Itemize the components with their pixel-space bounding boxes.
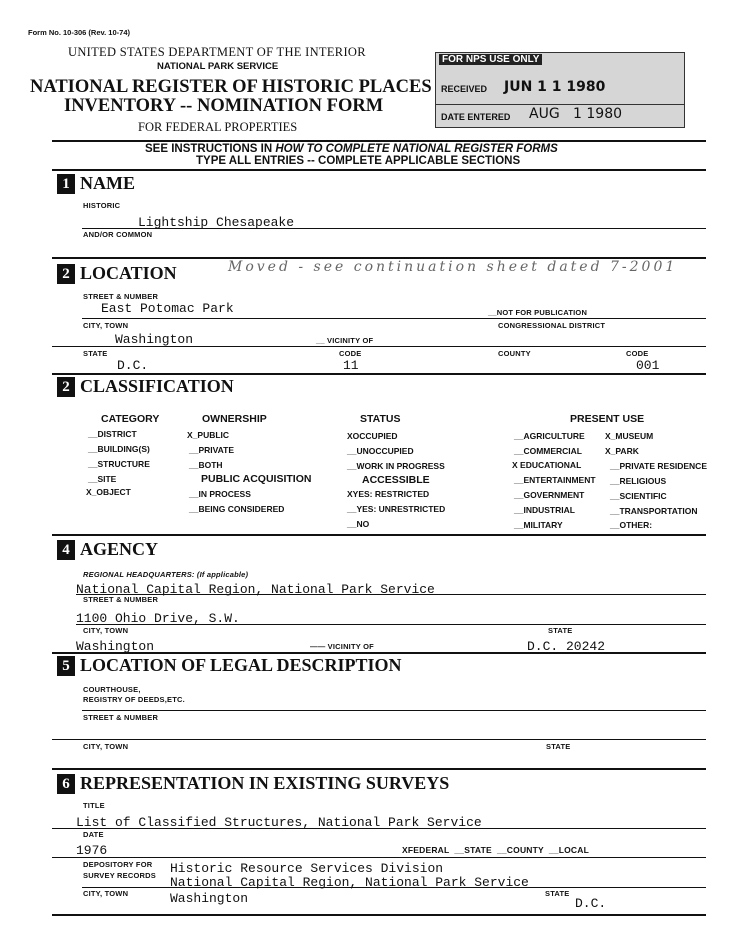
location-code2-label: CODE (626, 349, 649, 358)
use-government: __GOVERNMENT (514, 490, 585, 500)
instructions-prefix: SEE INSTRUCTIONS IN (145, 143, 276, 155)
legal-street-label: STREET & NUMBER (83, 713, 159, 722)
status-occupied: XOCCUPIED (347, 431, 398, 441)
status-unoccupied: __UNOCCUPIED (347, 446, 414, 456)
public-acquisition-heading: PUBLIC ACQUISITION (201, 473, 312, 485)
section-4-title: AGENCY (80, 539, 159, 559)
agency-city-label: CITY, TOWN (83, 626, 129, 635)
accessible-yes-unrestricted: __YES: UNRESTRICTED (347, 504, 446, 514)
agency-city-value: Washington (76, 639, 155, 654)
status-work-in-progress: __WORK IN PROGRESS (347, 461, 445, 471)
acquisition-in-process: __IN PROCESS (189, 489, 251, 499)
legal-state-label: STATE (546, 742, 571, 751)
present-use-heading: PRESENT USE (570, 413, 645, 425)
date-entered-label: DATE ENTERED (441, 112, 511, 122)
survey-state-value: D.C. (575, 896, 607, 911)
use-commercial: __COMMERCIAL (514, 446, 583, 456)
survey-city-value: Washington (170, 891, 249, 906)
not-for-publication-label: __NOT FOR PUBLICATION (488, 308, 588, 317)
form-number: Form No. 10-306 (Rev. 10-74) (28, 28, 130, 37)
agency-street-value: 1100 Ohio Drive, S.W. (76, 611, 240, 626)
location-code-value: 11 (343, 358, 359, 373)
regional-hq-value: National Capital Region, National Park Service (76, 582, 435, 597)
legal-city-label: CITY, TOWN (83, 742, 129, 751)
location-state-label: STATE (83, 349, 108, 358)
ownership-public: X_PUBLIC (187, 430, 230, 440)
section-5-title: LOCATION OF LEGAL DESCRIPTION (80, 655, 402, 675)
section-2-title: LOCATION (80, 263, 177, 283)
survey-city-label: CITY, TOWN (83, 889, 129, 898)
ownership-private: __PRIVATE (189, 445, 235, 455)
category-district: __DISTRICT (88, 429, 137, 439)
agency-vicinity-label: —— VICINITY OF (310, 642, 374, 651)
use-agriculture: __AGRICULTURE (514, 431, 585, 441)
section-4-number: 4 (57, 540, 75, 560)
depository-value-1: Historic Resource Services Division (170, 861, 444, 876)
received-date-stamp: JUN 1 1 1980 (504, 79, 606, 95)
location-street-value: East Potomac Park (101, 301, 234, 316)
form-title-2: INVENTORY -- NOMINATION FORM (64, 96, 384, 116)
congressional-district-label: CONGRESSIONAL DISTRICT (498, 321, 606, 330)
survey-date-value: 1976 (76, 843, 108, 858)
section-6-title: REPRESENTATION IN EXISTING SURVEYS (80, 773, 450, 793)
received-label: RECEIVED (441, 84, 488, 94)
use-transportation: __TRANSPORTATION (610, 506, 698, 516)
section-1-title: NAME (80, 173, 135, 193)
ownership-both: __BOTH (189, 460, 223, 470)
regional-hq-label: REGIONAL HEADQUARTERS: (If applicable) (83, 570, 249, 579)
dept-name: UNITED STATES DEPARTMENT OF THE INTERIOR (68, 45, 366, 59)
service-name: NATIONAL PARK SERVICE (157, 61, 279, 72)
accessible-no: __NO (347, 519, 370, 529)
accessible-yes-restricted: XYES: RESTRICTED (347, 489, 430, 499)
survey-title-value: List of Classified Structures, National Park Service (76, 815, 482, 830)
location-city-label: CITY, TOWN (83, 321, 129, 330)
use-other: __OTHER: (610, 520, 653, 530)
survey-date-label: DATE (83, 830, 104, 839)
section-3-title: CLASSIFICATION (80, 376, 234, 396)
use-museum: X_MUSEUM (605, 431, 654, 441)
accessible-heading: ACCESSIBLE (362, 474, 430, 486)
location-code-label: CODE (339, 349, 362, 358)
form-subtitle: FOR FEDERAL PROPERTIES (138, 120, 298, 134)
category-site: __SITE (88, 474, 117, 484)
location-county-label: COUNTY (498, 349, 531, 358)
registry-label: REGISTRY OF DEEDS,ETC. (83, 695, 185, 704)
depository-label-1: DEPOSITORY FOR (83, 860, 153, 869)
survey-state-label: STATE (545, 889, 570, 898)
section-2-number: 2 (57, 264, 75, 284)
agency-state-label: STATE (548, 626, 573, 635)
survey-title-label: TITLE (83, 801, 105, 810)
category-heading: CATEGORY (101, 413, 160, 425)
location-city-value: Washington (115, 332, 194, 347)
handwritten-moved-note: Moved - see continuation sheet dated 7-2001 (228, 259, 678, 275)
agency-street-label: STREET & NUMBER (83, 595, 159, 604)
section-6-number: 6 (57, 774, 75, 794)
use-military: __MILITARY (514, 520, 563, 530)
section-1-number: 1 (57, 174, 75, 194)
instructions-form-ref: HOW TO COMPLETE NATIONAL REGISTER FORMS (275, 143, 558, 155)
location-code2-value: 001 (636, 358, 660, 373)
instructions-line-1 (145, 143, 558, 155)
location-street-label: STREET & NUMBER (83, 292, 159, 301)
use-entertainment: __ENTERTAINMENT (514, 475, 596, 485)
use-religious: __RELIGIOUS (610, 476, 667, 486)
category-object: X_OBJECT (86, 487, 131, 497)
location-vicinity-label: __ VICINITY OF (316, 336, 374, 345)
use-park: X_PARK (605, 446, 639, 456)
historic-label: HISTORIC (83, 201, 121, 210)
status-heading: STATUS (360, 413, 401, 425)
ownership-heading: OWNERSHIP (202, 413, 267, 425)
category-buildings: __BUILDING(S) (88, 444, 150, 454)
historic-name-value: Lightship Chesapeake (138, 215, 295, 230)
use-educational: X EDUCATIONAL (512, 460, 582, 470)
date-entered-stamp: AUG 1 1980 (529, 106, 623, 122)
common-name-label: AND/OR COMMON (83, 230, 153, 239)
location-state-value: D.C. (117, 358, 149, 373)
survey-levels: XFEDERAL __STATE __COUNTY __LOCAL (402, 845, 589, 855)
agency-state-value: D.C. 20242 (527, 639, 606, 654)
nps-use-box (435, 52, 685, 128)
nps-box-title: FOR NPS USE ONLY (439, 54, 542, 65)
depository-value-2: National Capital Region, National Park Service (170, 875, 529, 890)
section-5-number: 5 (57, 656, 75, 676)
instructions-line-2: TYPE ALL ENTRIES -- COMPLETE APPLICABLE SECTIONS (196, 155, 521, 167)
use-private-residence: __PRIVATE RESIDENCE (610, 461, 707, 471)
use-industrial: __INDUSTRIAL (514, 505, 575, 515)
depository-label-2: SURVEY RECORDS (83, 871, 156, 880)
use-scientific: __SCIENTIFIC (610, 491, 667, 501)
courthouse-label: COURTHOUSE, (83, 685, 141, 694)
acquisition-being-considered: __BEING CONSIDERED (189, 504, 285, 514)
form-title-1: NATIONAL REGISTER OF HISTORIC PLACES (30, 77, 432, 97)
section-3-number: 2 (57, 377, 75, 397)
category-structure: __STRUCTURE (88, 459, 150, 469)
